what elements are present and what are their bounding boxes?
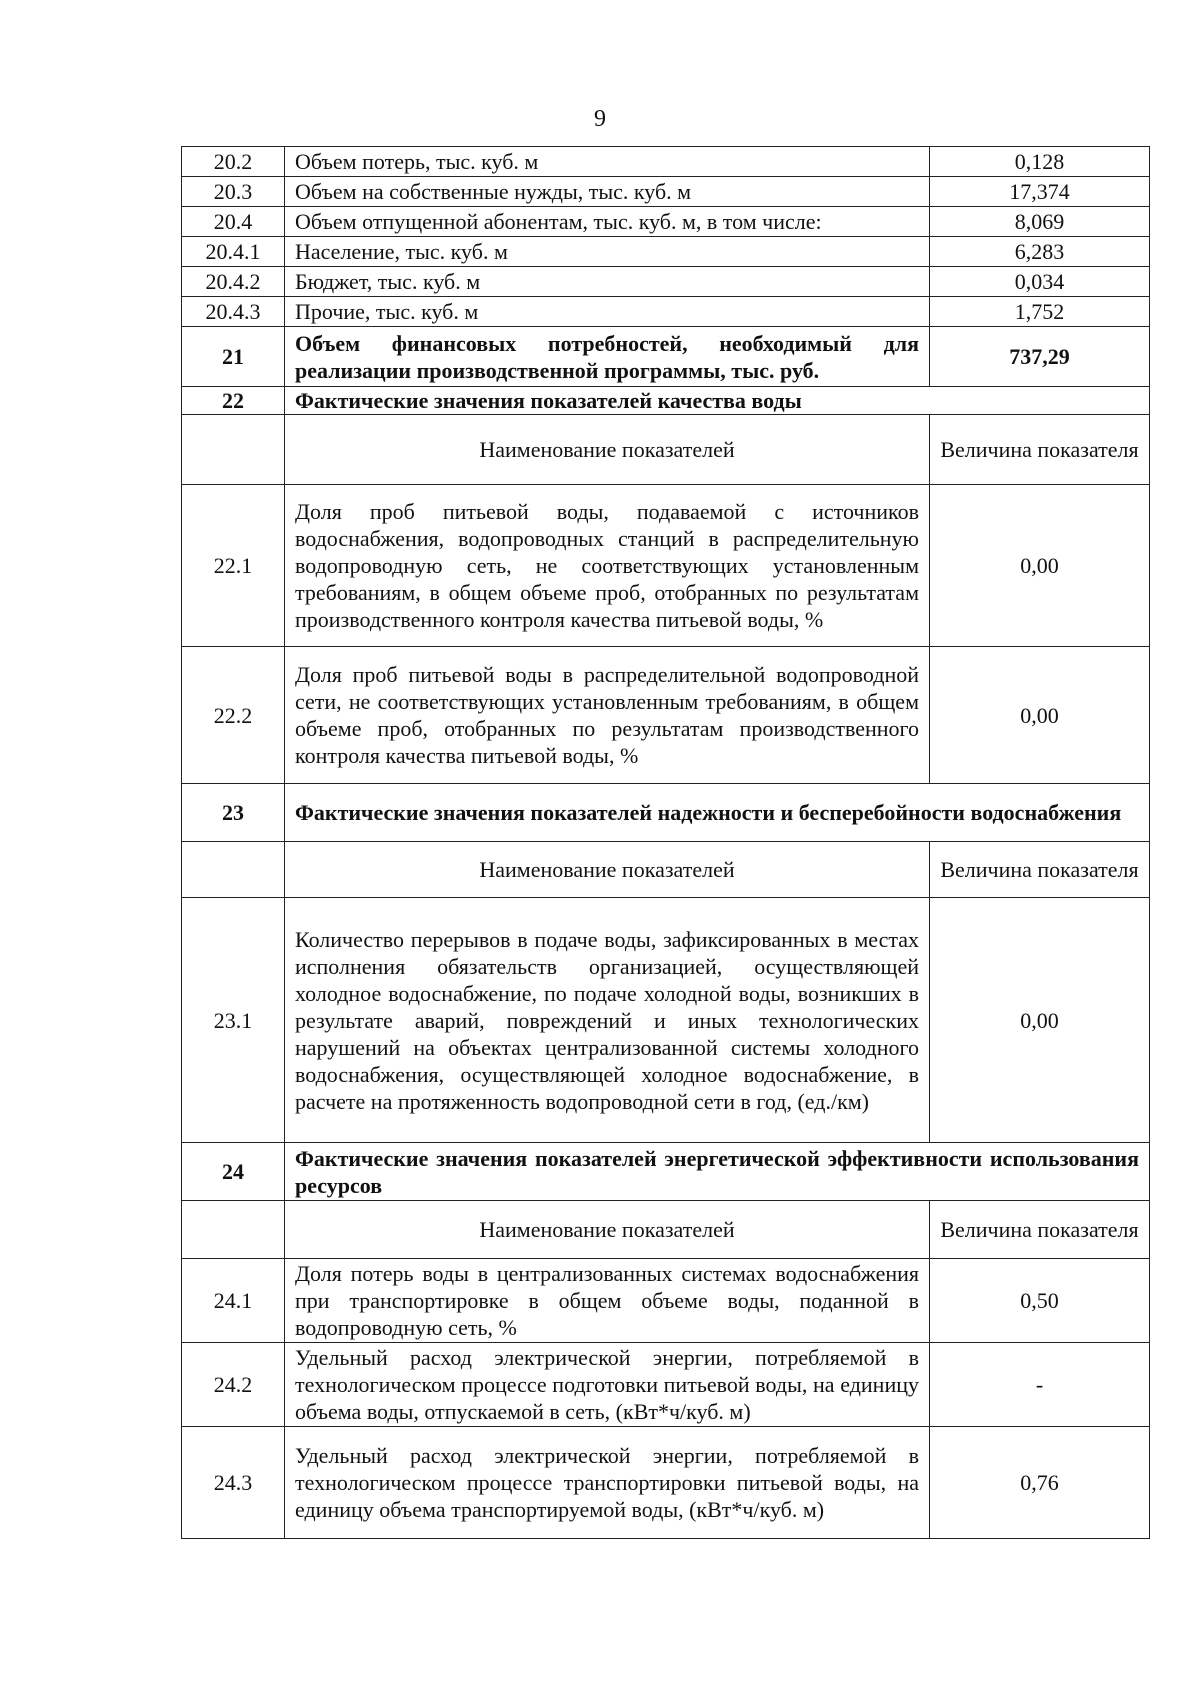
table-row bbox=[182, 647, 1150, 784]
row-number: 24.1 bbox=[182, 1259, 285, 1343]
row-text: Удельный расход электрической энергии, потребляемой в технологическом процессе транспортировки питьевой воды, на единицу объема транспортируемой воды, (кВт*ч/куб. м) bbox=[285, 1427, 930, 1539]
row-text: Прочие, тыс. куб. м bbox=[285, 297, 930, 327]
table-row bbox=[182, 207, 1150, 237]
header-empty-cell bbox=[182, 415, 285, 485]
row-value: - bbox=[930, 1343, 1150, 1427]
table-row bbox=[182, 1343, 1150, 1427]
row-number: 20.4.2 bbox=[182, 267, 285, 297]
header-name: Наименование показателей bbox=[285, 1201, 930, 1259]
row-number: 20.3 bbox=[182, 177, 285, 207]
row-number: 24.2 bbox=[182, 1343, 285, 1427]
row-value: 0,128 bbox=[930, 147, 1150, 177]
row-number: 22.1 bbox=[182, 485, 285, 647]
row-value: 0,00 bbox=[930, 898, 1150, 1143]
section-title: Фактические значения показателей энергетической эффективности использования ресурсов bbox=[285, 1143, 1150, 1201]
row-text: Объем финансовых потребностей, необходимый для реализации производственной программы, тыс. руб. bbox=[285, 327, 930, 387]
header-value: Величина показателя bbox=[930, 842, 1150, 898]
table-row-bold bbox=[182, 327, 1150, 387]
row-text: Доля проб питьевой воды в распределительной водопроводной сети, не соответствующих установленным требованиям, в общем объеме проб, отобранных по результатам производственного контроля качества питьевой воды, % bbox=[285, 647, 930, 784]
header-name: Наименование показателей bbox=[285, 842, 930, 898]
header-name: Наименование показателей bbox=[285, 415, 930, 485]
row-value: 737,29 bbox=[930, 327, 1150, 387]
header-empty-cell bbox=[182, 842, 285, 898]
table-row bbox=[182, 267, 1150, 297]
table-row bbox=[182, 1259, 1150, 1343]
row-value: 0,034 bbox=[930, 267, 1150, 297]
header-value: Величина показателя bbox=[930, 1201, 1150, 1259]
section-number: 24 bbox=[182, 1143, 285, 1201]
row-number: 24.3 bbox=[182, 1427, 285, 1539]
table-row bbox=[182, 237, 1150, 267]
header-row bbox=[182, 415, 1150, 485]
table-row bbox=[182, 147, 1150, 177]
header-value: Величина показателя bbox=[930, 415, 1150, 485]
table-row bbox=[182, 485, 1150, 647]
row-value: 0,50 bbox=[930, 1259, 1150, 1343]
header-row bbox=[182, 1201, 1150, 1259]
row-text: Бюджет, тыс. куб. м bbox=[285, 267, 930, 297]
row-value: 0,76 bbox=[930, 1427, 1150, 1539]
row-text: Объем отпущенной абонентам, тыс. куб. м, в том числе: bbox=[285, 207, 930, 237]
row-text: Удельный расход электрической энергии, потребляемой в технологическом процессе подготовки питьевой воды, на единицу объема воды, отпускаемой в сеть, (кВт*ч/куб. м) bbox=[285, 1343, 930, 1427]
header-empty-cell bbox=[182, 1201, 285, 1259]
section-title: Фактические значения показателей качества воды bbox=[285, 387, 1150, 415]
row-text: Количество перерывов в подаче воды, зафиксированных в местах исполнения обязательств организацией, осуществляющей холодное водоснабжение, по подаче холодной воды, возникших в результате аварий, повреждений и иных технологических нарушений на объектах централизованной системы холодного водоснабжения, осуществляющей холодное водоснабжение, в расчете на протяженность водопроводной сети в год, (ед./км) bbox=[285, 898, 930, 1143]
section-row bbox=[182, 387, 1150, 415]
row-text: Объем на собственные нужды, тыс. куб. м bbox=[285, 177, 930, 207]
section-title: Фактические значения показателей надежности и бесперебойности водоснабжения bbox=[285, 784, 1150, 842]
section-number: 22 bbox=[182, 387, 285, 415]
row-text: Доля потерь воды в централизованных системах водоснабжения при транспортировке в общем объеме воды, поданной в водопроводную сеть, % bbox=[285, 1259, 930, 1343]
row-value: 0,00 bbox=[930, 647, 1150, 784]
row-value: 17,374 bbox=[930, 177, 1150, 207]
page-number: 9 bbox=[594, 106, 606, 132]
row-number: 20.4 bbox=[182, 207, 285, 237]
table-row bbox=[182, 1427, 1150, 1539]
table-row bbox=[182, 898, 1150, 1143]
row-value: 8,069 bbox=[930, 207, 1150, 237]
row-text: Население, тыс. куб. м bbox=[285, 237, 930, 267]
row-value: 1,752 bbox=[930, 297, 1150, 327]
indicators-table bbox=[181, 146, 1150, 1539]
section-row bbox=[182, 1143, 1150, 1201]
row-number: 20.4.3 bbox=[182, 297, 285, 327]
section-row bbox=[182, 784, 1150, 842]
table-row bbox=[182, 297, 1150, 327]
row-text: Доля проб питьевой воды, подаваемой с источников водоснабжения, водопроводных станций в распределительную водопроводную сеть, не соответствующих установленным требованиям, в общем объеме проб, отобранных по результатам производственного контроля качества питьевой воды, % bbox=[285, 485, 930, 647]
row-value: 0,00 bbox=[930, 485, 1150, 647]
row-number: 21 bbox=[182, 327, 285, 387]
row-value: 6,283 bbox=[930, 237, 1150, 267]
row-text: Объем потерь, тыс. куб. м bbox=[285, 147, 930, 177]
row-number: 20.4.1 bbox=[182, 237, 285, 267]
row-number: 20.2 bbox=[182, 147, 285, 177]
table-row bbox=[182, 177, 1150, 207]
row-number: 22.2 bbox=[182, 647, 285, 784]
section-number: 23 bbox=[182, 784, 285, 842]
row-number: 23.1 bbox=[182, 898, 285, 1143]
header-row bbox=[182, 842, 1150, 898]
